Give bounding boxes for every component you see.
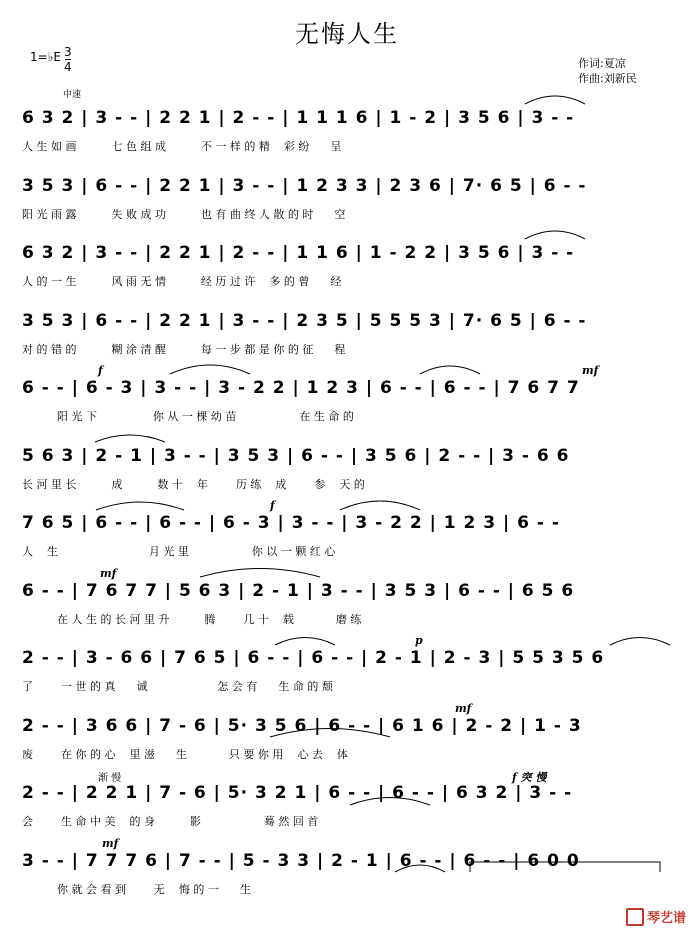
site-logo xyxy=(626,907,686,926)
dynamic-mark: p xyxy=(415,634,423,647)
lyrics-line: 会 生 命 中 美 的 身 影 蓦 然 回 首 xyxy=(22,815,319,828)
notation-line: 6 3 2 | 3 - - | 2 2 1 | 2 - - | 1 1 1 6 | 1 - 2 | 3 5 6 | 3 - - xyxy=(22,108,575,128)
slur xyxy=(610,638,670,646)
lyrics-line: 对 的 错 的 糊 涂 清 醒 每 一 步 都 是 你 的 征 程 xyxy=(22,342,346,356)
tempo-marking: 中速 xyxy=(63,90,82,100)
notation-line: 6 - - | 6 - 3 | 3 - - | 3 - 2 2 | 1 2 3 | 6 - - | 6 - - | 7 6 7 7 xyxy=(22,378,580,398)
dynamic-mark: mf xyxy=(100,566,117,580)
time-signature-top: 3 xyxy=(64,45,72,59)
slur xyxy=(275,638,335,646)
lyrics-line: 人 生 月 光 里 你 以 一 颗 红 心 xyxy=(22,545,336,558)
lyrics-line: 长 河 里 长 成 数 十 年 历 练 成 参 天 的 xyxy=(22,477,365,491)
dynamic-mark: mf xyxy=(582,364,599,377)
notation-line: 3 - - | 7 7 7 6 | 7 - - | 5 - 3 3 | 2 - 1 | 6 - - | 6 - - | 6 0 0 xyxy=(22,850,580,871)
tie-bracket xyxy=(470,862,660,872)
logo-text: 琴艺谱 xyxy=(646,911,686,926)
slur xyxy=(96,502,184,510)
slur xyxy=(200,569,320,578)
notation-line: 7 6 5 | 6 - - | 6 - - | 6 - 3 | 3 - - | 3 - 2 2 | 1 2 3 | 6 - - xyxy=(22,513,560,533)
dynamic-mark: mf xyxy=(455,701,472,715)
notation-line: 2 - - | 2 2 1 | 7 - 6 | 5· 3 2 1 | 6 - - | 6 - - | 6 3 2 | 3 - - xyxy=(22,783,573,803)
lyrics-line: 废 在 你 的 心 里 滋 生 只 要 你 用 心 去 体 xyxy=(22,747,348,761)
slur xyxy=(270,729,390,738)
lyrics-line: 阳 光 雨 露 失 败 成 功 也 有 曲 终 人 散 的 时 空 xyxy=(22,207,346,221)
dynamic-mark: f xyxy=(98,364,103,377)
slur xyxy=(95,435,165,442)
slur xyxy=(350,798,430,806)
song-title: 无悔人生 xyxy=(295,20,399,48)
lyricist: 作词:夏凉 xyxy=(578,57,626,70)
lyrics-line: 人 生 如 画 七 色 组 成 不 一 样 的 精 彩 纷 呈 xyxy=(22,140,342,153)
key-signature: 1=♭E xyxy=(30,50,61,64)
lyrics-line: 人 的 一 生 风 雨 无 情 经 历 过 许 多 的 曾 经 xyxy=(22,275,342,288)
notation-line: 6 - - | 7 6 7 7 | 5 6 3 | 2 - 1 | 3 - - | 3 5 3 | 6 - - | 6 5 6 xyxy=(22,580,575,601)
time-signature-bottom: 4 xyxy=(64,60,72,74)
dynamic-mark: f xyxy=(270,499,275,512)
slur xyxy=(340,501,420,510)
dynamic-mark: f 突 慢 xyxy=(512,771,547,784)
lyrics-line: 阳 光 下 你 从 一 棵 幼 苗 在 生 命 的 xyxy=(22,410,354,423)
tempo-change-mark: 渐 慢 xyxy=(98,773,122,784)
slur xyxy=(395,865,445,872)
notation-line: 2 - - | 3 - 6 6 | 7 6 5 | 6 - - | 6 - - | 2 - 1 | 2 - 3 | 5 5 3 5 6 xyxy=(22,648,605,668)
slur xyxy=(525,96,585,104)
composer: 作曲:刘新民 xyxy=(578,72,637,85)
notation-line: 3 5 3 | 6 - - | 2 2 1 | 3 - - | 2 3 5 | 5 5 5 3 | 7· 6 5 | 6 - - xyxy=(22,310,587,331)
notation-line: 3 5 3 | 6 - - | 2 2 1 | 3 - - | 1 2 3 3 | 2 3 6 | 7· 6 5 | 6 - - xyxy=(22,175,587,196)
slur xyxy=(170,365,250,374)
notation-line: 5 6 3 | 2 - 1 | 3 - - | 3 5 3 | 6 - - | 3 5 6 | 2 - - | 3 - 6 6 xyxy=(22,445,570,466)
slur xyxy=(420,366,480,374)
logo-icon xyxy=(626,908,644,926)
lyrics-line: 了 一 世 的 真 诚 怎 会 有 生 命 的 颓 xyxy=(22,680,333,693)
lyrics-line: 在 人 生 的 长 河 里 升 腾 几 十 载 磨 练 xyxy=(22,612,362,626)
dynamic-mark: mf xyxy=(102,836,119,850)
notation-line: 2 - - | 3 6 6 | 7 - 6 | 5· 3 5 6 | 6 - - | 6 1 6 | 2 - 2 | 1 - 3 xyxy=(22,715,582,736)
notation-line: 6 3 2 | 3 - - | 2 2 1 | 2 - - | 1 1 6 | 1 - 2 2 | 3 5 6 | 3 - - xyxy=(22,243,575,263)
lyrics-line: 你 就 会 看 到 无 悔 的 一 生 xyxy=(22,882,251,896)
slur xyxy=(525,231,585,239)
